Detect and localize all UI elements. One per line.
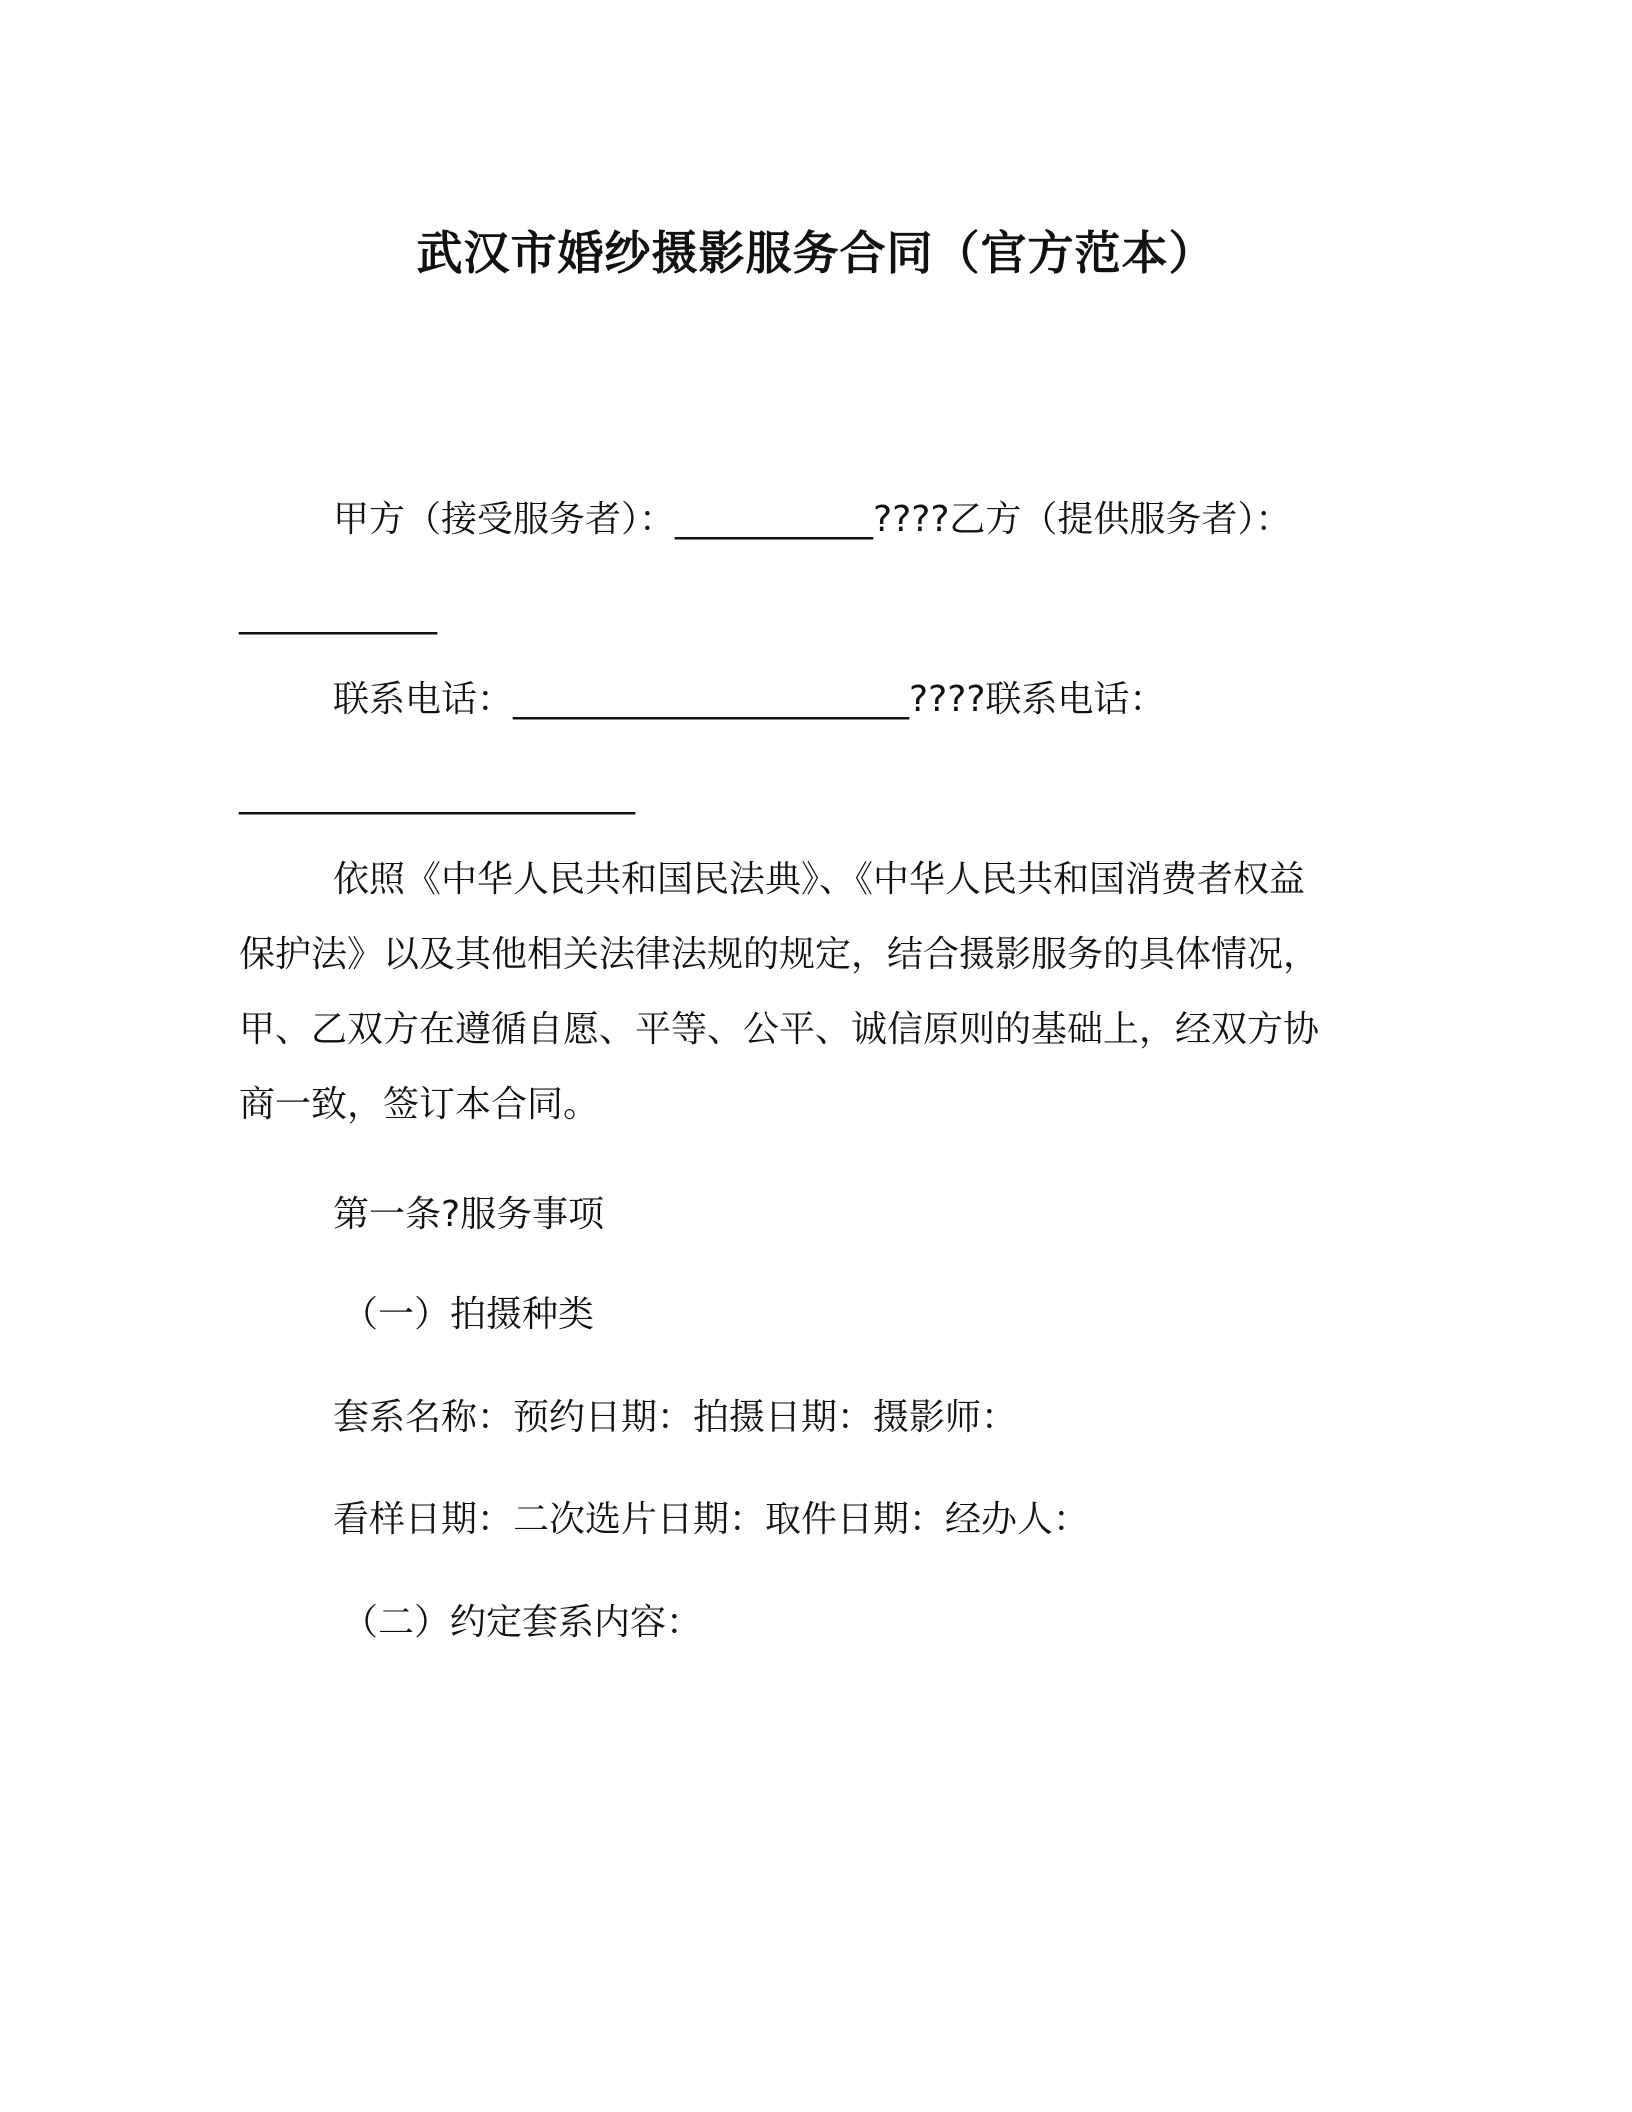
section-1-heading: （一）拍摄种类 xyxy=(342,1294,595,1335)
preamble-line-1: 依照《中华人民共和国民法典》、《中华人民共和国消费者权益 xyxy=(333,859,1306,900)
preamble-line-4: 商一致，签订本合同。 xyxy=(239,1084,600,1125)
fields-row-2: 看样日期：二次选片日期：取件日期：经办人： xyxy=(333,1499,1090,1540)
preamble-line-3: 甲、乙双方在遵循自愿、平等、公平、诚信原则的基础上，经双方协 xyxy=(239,1009,1320,1050)
fields-row-1: 套系名称：预约日期：拍摄日期：摄影师： xyxy=(333,1397,1018,1438)
section-2-heading: （二）约定套系内容： xyxy=(342,1602,703,1643)
document-title: 武汉市婚纱摄影服务合同（官方范本） xyxy=(416,226,1216,280)
phone-blank-line: ______________________ xyxy=(239,774,635,815)
party-b-blank-line: ___________ xyxy=(239,594,437,635)
preamble-line-2: 保护法》以及其他相关法律法规的规定，结合摄影服务的具体情况， xyxy=(239,934,1320,975)
party-a-b-line: 甲方（接受服务者）：___________????乙方（提供服务者）： xyxy=(333,499,1292,540)
article-1-heading: 第一条?服务事项 xyxy=(333,1194,605,1235)
phone-line: 联系电话：______________________????联系电话： xyxy=(333,679,1166,720)
